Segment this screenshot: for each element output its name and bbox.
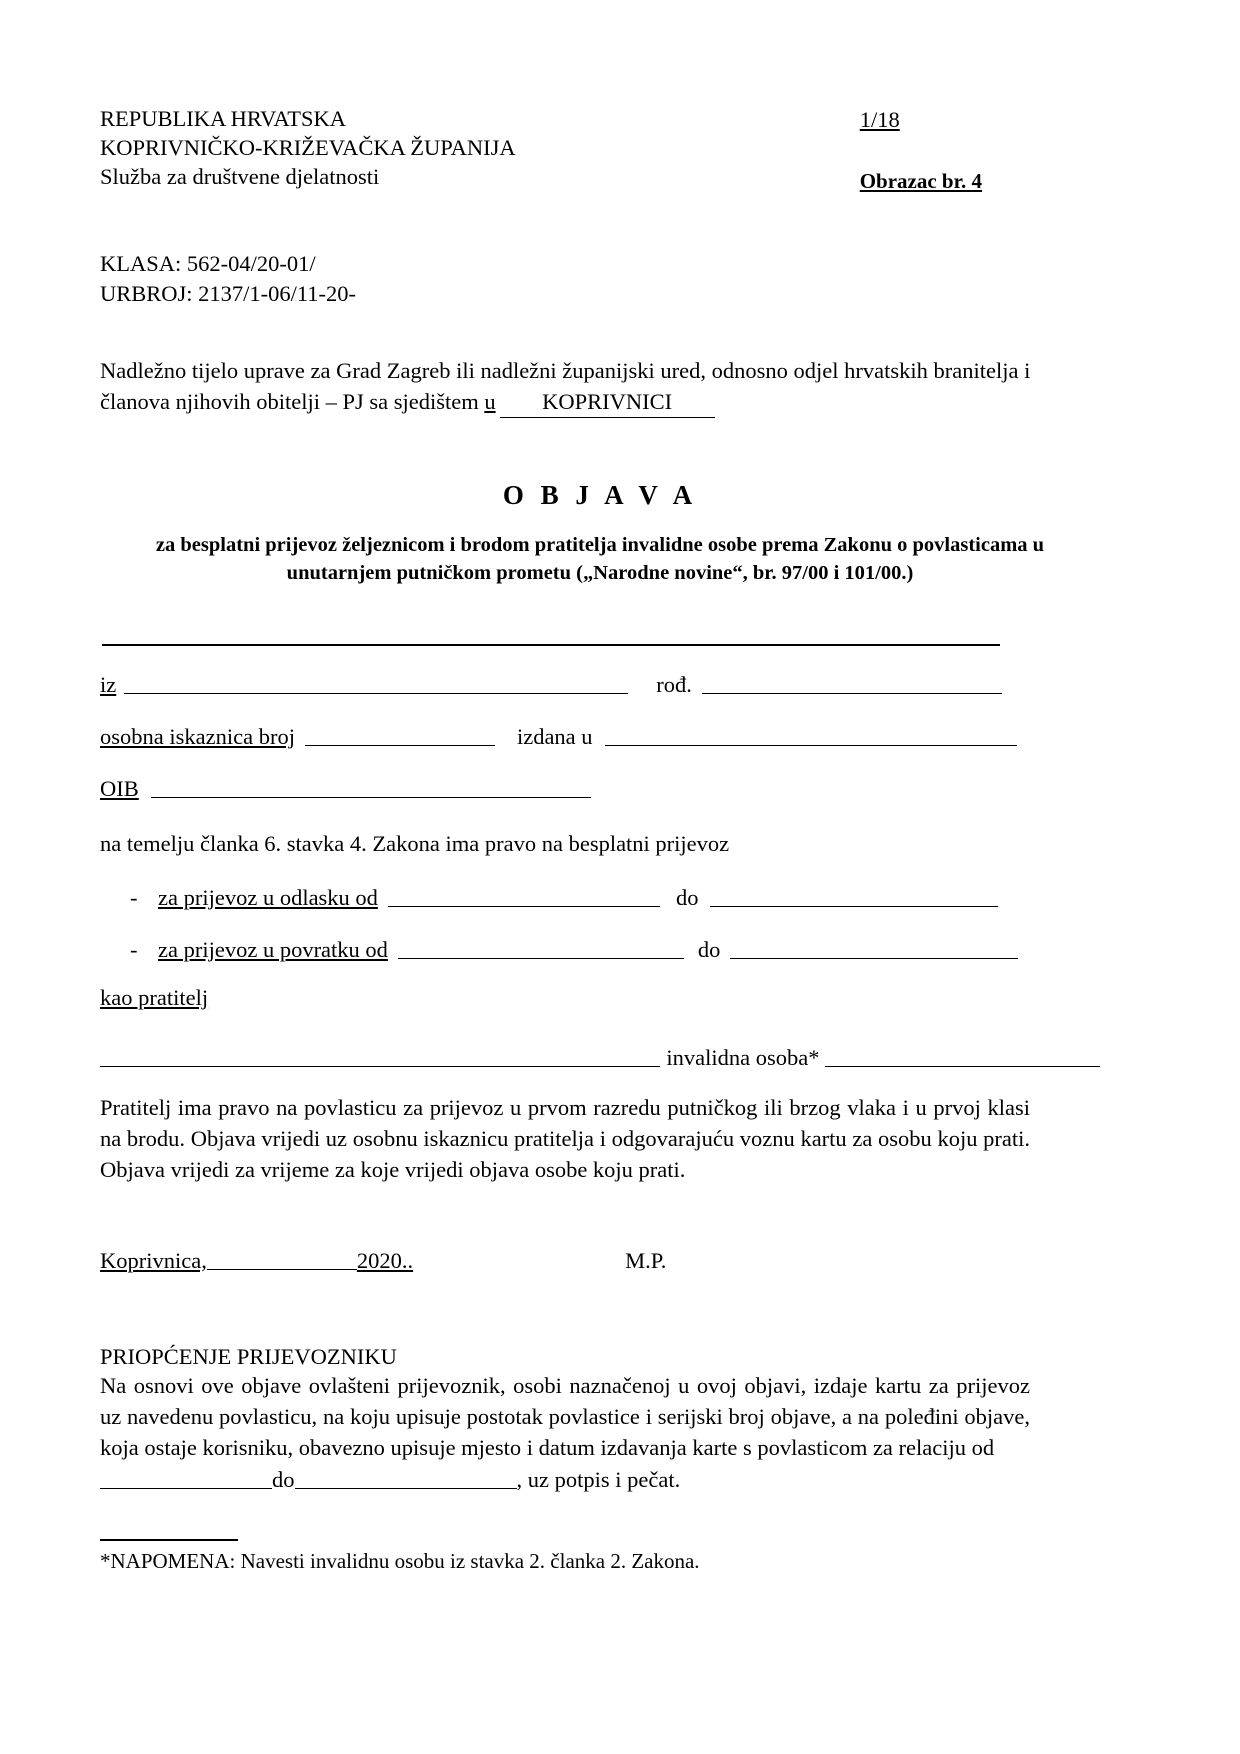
oib-row xyxy=(100,772,1100,802)
rod-input[interactable] xyxy=(702,692,1002,694)
document-subtitle: za besplatni prijevoz željeznicom i brodom pratitelja invalidne osobe prema Zakonu o povlasticama u unutarnjem putničkom prometu („Narodne novine“, br. 97/00 i 101/00.) xyxy=(155,533,1045,585)
disabled-person-label: invalidna osoba* xyxy=(666,1045,820,1071)
issued-input[interactable] xyxy=(605,744,1017,746)
route-return-from-input[interactable] xyxy=(398,957,684,959)
disabled-person-input-right[interactable] xyxy=(825,1065,1100,1067)
id-card-input[interactable] xyxy=(305,744,495,746)
signature-row xyxy=(100,1248,1100,1274)
bullet-dash: - xyxy=(130,885,138,911)
signature-place: Koprivnica, xyxy=(100,1247,207,1273)
route-departure-from-input[interactable] xyxy=(388,905,660,907)
title-block xyxy=(100,480,1100,588)
relation-from-input[interactable] xyxy=(100,1487,272,1489)
route-return-to-input[interactable] xyxy=(730,957,1018,959)
disabled-person-row xyxy=(100,1045,1100,1071)
name-blank-line[interactable] xyxy=(102,644,1000,646)
rod-label: rođ. xyxy=(656,672,692,698)
id-card-row xyxy=(100,720,1100,750)
page-number: 1/18 xyxy=(859,107,900,132)
iz-input[interactable] xyxy=(124,692,628,694)
header-county: KOPRIVNIČKO-KRIŽEVAČKA ŽUPANIJA xyxy=(100,134,516,160)
document-header xyxy=(100,105,1100,194)
route-row-departure xyxy=(100,885,1100,911)
relation-to-input[interactable] xyxy=(295,1487,517,1489)
route-departure-label: za prijevoz u odlasku od xyxy=(158,885,378,911)
footnote-divider xyxy=(100,1539,238,1541)
carrier-relation-row xyxy=(100,1467,1100,1493)
iz-label: iz xyxy=(100,672,117,698)
oib-input[interactable] xyxy=(151,796,591,798)
bullet-dash: - xyxy=(130,937,138,963)
route-return-label: za prijevoz u povratku od xyxy=(158,937,388,963)
escort-label: kao pratitelj xyxy=(100,985,209,1011)
reference-block xyxy=(100,249,1100,308)
carrier-notice-body: Na osnovi ove objave ovlašteni prijevoznik, osobi naznačenoj u ovoj objavi, izdaje kartu za prijevoz uz navedenu povlasticu, na koju upisuje postotak povlastice i serijski broj objave, a na poleđini objave, koja ostaje korisniku, obavezno upisuje mjesto i datum izdavanja karte s povlasticom za relaciju od xyxy=(100,1372,1030,1460)
relation-tail-text: , uz potpis i pečat. xyxy=(516,1466,681,1492)
form-number: Obrazac br. 4 xyxy=(859,169,982,193)
authority-u-label: u xyxy=(484,388,496,414)
route-departure-to-input[interactable] xyxy=(710,905,998,907)
escort-row xyxy=(100,963,1100,1011)
signature-year: 2020.. xyxy=(356,1247,414,1273)
relation-do-label: do xyxy=(272,1466,295,1492)
oib-label: OIB xyxy=(100,776,139,802)
authority-text: Nadležno tijelo uprave za Grad Zagreb ili nadležni županijski ured, odnosno odjel hrvatskih branitelja i članova njihovih obitelji – PJ sa sjedištem xyxy=(100,358,1031,414)
legal-basis-text: na temelju članka 6. stavka 4. Zakona ima pravo na besplatni prijevoz xyxy=(100,831,730,857)
urbroj-line: URBROJ: 2137/1-06/11-20- xyxy=(100,280,357,306)
footnote-text: *NAPOMENA: Navesti invalidnu osobu iz stavka 2. članka 2. Zakona. xyxy=(100,1548,700,1573)
id-card-label: osobna iskaznica broj xyxy=(100,724,295,750)
authority-paragraph xyxy=(100,356,1100,417)
header-country: REPUBLIKA HRVATSKA xyxy=(100,106,346,131)
route-return-to-label: do xyxy=(697,937,721,963)
signature-date-input[interactable] xyxy=(207,1268,357,1270)
escort-rights-paragraph: Pratitelj ima pravo na povlasticu za prijevoz u prvom razredu putničkog ili brzog vlaka i u prvoj klasi na brodu. Objava vrijedi uz osobnu iskaznicu pratitelja i odgovarajuću voznu kartu za osobu koju prati. Objava vrijedi za vrijeme za koje vrijedi objava osobe koju prati. xyxy=(100,1095,1030,1182)
issued-label: izdana u xyxy=(516,724,593,750)
klasa-line: KLASA: 562-04/20-01/ xyxy=(100,251,316,276)
disabled-person-input[interactable] xyxy=(100,1065,660,1067)
authority-city-field[interactable]: KOPRIVNICI xyxy=(500,387,715,418)
carrier-notice-title: PRIOPĆENJE PRIJEVOZNIKU xyxy=(100,1343,397,1369)
origin-birth-row xyxy=(100,668,1100,698)
header-meta-block xyxy=(860,105,1100,194)
route-row-return xyxy=(100,937,1100,963)
document-content xyxy=(100,105,1100,1574)
route-departure-to-label: do xyxy=(675,885,699,911)
header-issuer-block xyxy=(100,105,516,191)
document-title: O B J A V A xyxy=(502,479,698,510)
stamp-label: M.P. xyxy=(625,1247,667,1273)
header-department: Služba za društvene djelatnosti xyxy=(100,163,380,189)
